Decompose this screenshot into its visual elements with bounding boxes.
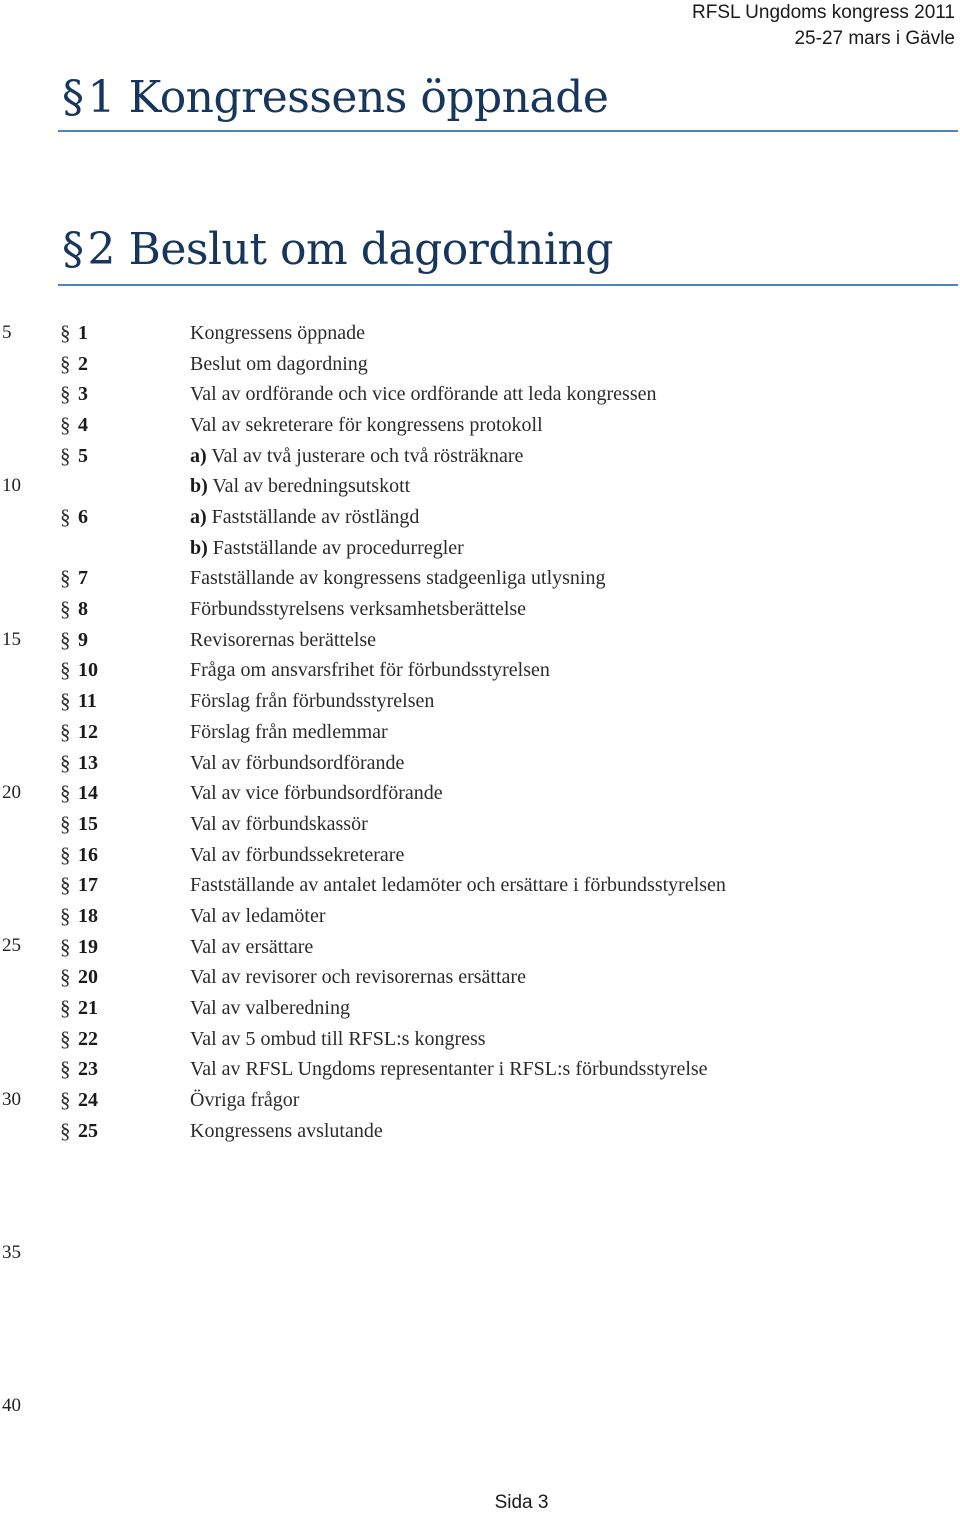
- agenda-item-label: Val av förbundsordförande: [190, 751, 405, 774]
- agenda-item-number: 23: [78, 1058, 98, 1081]
- agenda-item-text: [190, 686, 434, 716]
- agenda-item: [0, 932, 960, 962]
- agenda-item-number: 24: [78, 1089, 98, 1111]
- agenda-item: [0, 993, 960, 1023]
- agenda-item-label: Förslag från medlemmar: [190, 720, 388, 743]
- agenda-item-text: [190, 1116, 383, 1146]
- section-sign: §: [60, 1057, 71, 1082]
- agenda-item-number: 8: [78, 598, 88, 621]
- agenda-item-text: [190, 870, 726, 900]
- agenda-item: [0, 809, 960, 839]
- agenda-subitem-prefix: a): [190, 444, 207, 467]
- section-sign: §: [60, 658, 71, 683]
- section-sign: §: [60, 1118, 71, 1143]
- section-heading-title: Beslut om dagordning: [128, 224, 613, 275]
- section-sign: §: [60, 811, 71, 836]
- agenda-item-text: [190, 594, 526, 624]
- agenda-item-label: Fastställande av kongressens stadgeenliga utlysning: [190, 567, 606, 590]
- agenda-item: [0, 563, 960, 593]
- line-number: 15: [2, 629, 21, 650]
- page-number: Sida 3: [494, 1492, 549, 1513]
- agenda-item-label: Val av förbundskassör: [190, 812, 368, 835]
- agenda-item: [0, 901, 960, 931]
- header-title: RFSL Ungdoms kongress 2011: [692, 2, 955, 23]
- agenda-item-number: 12: [78, 720, 98, 743]
- section-sign: §: [60, 719, 71, 744]
- agenda-item: [0, 594, 960, 624]
- agenda-item-number: 2: [78, 352, 88, 375]
- section-sign: §: [60, 505, 71, 530]
- agenda-item-number: 14: [78, 782, 98, 805]
- agenda-item-text: [190, 410, 543, 440]
- agenda-item: [0, 379, 960, 409]
- agenda-item-number: 21: [78, 996, 98, 1019]
- agenda-item-number: 3: [78, 383, 88, 406]
- section-sign: §: [60, 351, 71, 376]
- section-sign: §: [62, 72, 84, 123]
- agenda-item-label: Kongressens avslutande: [190, 1119, 383, 1142]
- line-number: 10: [2, 475, 21, 496]
- section-heading-1: [58, 70, 958, 132]
- agenda-item: [0, 1116, 960, 1146]
- agenda-item-label: Val av valberedning: [190, 996, 350, 1019]
- agenda-item-label: Val av ersättare: [190, 935, 314, 958]
- line-number: 5: [2, 322, 12, 343]
- section-sign: §: [60, 965, 71, 990]
- agenda-item-number: 17: [78, 874, 98, 897]
- agenda-item-text: [190, 625, 376, 655]
- agenda-item-text: [190, 993, 350, 1023]
- section-sign: §: [60, 1088, 71, 1112]
- agenda-item-text: [190, 379, 656, 409]
- section-sign: §: [60, 995, 71, 1020]
- agenda-item-text: [190, 809, 368, 839]
- agenda-item-label: Övriga frågor: [190, 1089, 300, 1111]
- agenda-item-label: Fråga om ansvarsfrihet för förbundsstyrelsen: [190, 659, 550, 682]
- agenda-item-label: Val av 5 ombud till RFSL:s kongress: [190, 1027, 486, 1050]
- section-heading-2: [58, 222, 958, 286]
- agenda-item: [0, 717, 960, 747]
- agenda-item: [0, 349, 960, 379]
- agenda-item-label: Revisorernas berättelse: [190, 628, 377, 651]
- line-number: 40: [2, 1395, 21, 1416]
- agenda-item-text: [190, 533, 464, 563]
- agenda-item-text: [190, 748, 404, 778]
- agenda-item-number: 18: [78, 904, 98, 927]
- agenda-item-label: Val av ledamöter: [190, 904, 326, 927]
- agenda-item-number: 19: [78, 935, 98, 958]
- agenda-item-label: Fastställande av röstlängd: [211, 506, 420, 529]
- agenda-item: [0, 471, 960, 501]
- agenda-item-text: [190, 901, 326, 931]
- page-footer: [0, 1492, 960, 1514]
- agenda-item: [0, 1085, 960, 1115]
- section-sign: §: [60, 842, 71, 867]
- header-dates: 25-27 mars i Gävle: [794, 28, 955, 49]
- agenda-item: [0, 533, 960, 563]
- agenda-item: [0, 686, 960, 716]
- agenda-item-text: [190, 471, 410, 501]
- agenda-item-text: [190, 778, 443, 808]
- agenda-item: [0, 441, 960, 471]
- agenda-subitem-prefix: b): [190, 536, 208, 559]
- agenda-item-number: 9: [78, 628, 88, 651]
- agenda-item: [0, 748, 960, 778]
- agenda-item-label: Förbundsstyrelsens verksamhetsberättelse: [190, 598, 527, 621]
- section-heading-number: 2: [87, 224, 115, 275]
- agenda-item-label: Beslut om dagordning: [190, 352, 368, 375]
- agenda-item-label: Val av RFSL Ungdoms representanter i RFSL:s förbundsstyrelse: [190, 1058, 708, 1081]
- agenda-item-text: [190, 932, 313, 962]
- agenda-item-number: 1: [78, 322, 88, 344]
- agenda-item-text: [190, 563, 605, 593]
- agenda-item-text: [190, 840, 404, 870]
- page-header: [692, 0, 955, 52]
- agenda-item-text: [190, 717, 388, 747]
- agenda-item-text: [190, 1054, 708, 1084]
- agenda-item-text: [190, 441, 523, 471]
- agenda-item-number: 5: [78, 444, 88, 467]
- agenda-item: [0, 962, 960, 992]
- agenda-item-label: Val av sekreterare för kongressens protokoll: [190, 414, 543, 437]
- agenda-item-text: [190, 349, 368, 379]
- agenda-item: [0, 840, 960, 870]
- section-heading-number: 1: [87, 72, 115, 123]
- agenda-item-label: Val av vice förbundsordförande: [190, 782, 443, 805]
- section-sign: §: [60, 443, 71, 468]
- agenda-item-number: 6: [78, 506, 88, 529]
- line-number: 35: [2, 1242, 21, 1263]
- agenda-item-number: 20: [78, 966, 98, 989]
- agenda-item: [0, 625, 960, 655]
- agenda-item: [0, 502, 960, 532]
- agenda-item-text: [190, 1085, 299, 1115]
- agenda-item-label: Val av två justerare och två rösträknare: [211, 444, 524, 467]
- agenda-item-label: Kongressens öppnade: [190, 322, 365, 344]
- agenda-item: [0, 1054, 960, 1084]
- agenda-item-text: [190, 502, 419, 532]
- section-sign: §: [62, 224, 84, 275]
- agenda-item-number: 13: [78, 751, 98, 774]
- agenda-item: [0, 410, 960, 440]
- section-sign: §: [60, 627, 71, 652]
- section-sign: §: [60, 382, 71, 407]
- section-sign: §: [60, 1026, 71, 1051]
- agenda-item-number: 16: [78, 843, 98, 866]
- agenda-item-label: Fastställande av antalet ledamöter och ersättare i förbundsstyrelsen: [190, 874, 726, 897]
- agenda-item-text: [190, 1024, 486, 1054]
- section-sign: §: [60, 903, 71, 928]
- agenda-item: [0, 870, 960, 900]
- section-sign: §: [60, 597, 71, 622]
- agenda-item-number: 7: [78, 567, 88, 590]
- line-number: 30: [2, 1089, 21, 1110]
- agenda-subitem-prefix: b): [190, 475, 208, 498]
- section-heading-title: Kongressens öppnade: [128, 72, 609, 123]
- line-number: 20: [2, 782, 21, 803]
- agenda-item-label: Fastställande av procedurregler: [212, 536, 464, 559]
- agenda-item-number: 15: [78, 812, 98, 835]
- agenda-subitem-prefix: a): [190, 506, 207, 529]
- agenda-item-text: [190, 655, 550, 685]
- section-sign: §: [60, 321, 71, 345]
- section-sign: §: [60, 781, 71, 806]
- agenda-item-number: 25: [78, 1119, 98, 1142]
- agenda-item-label: Förslag från förbundsstyrelsen: [190, 690, 435, 713]
- agenda-item-text: [190, 318, 365, 348]
- agenda-item-label: Val av revisorer och revisorernas ersättare: [190, 966, 526, 989]
- agenda-item-label: Val av beredningsutskott: [212, 475, 411, 498]
- agenda-item-number: 22: [78, 1027, 98, 1050]
- agenda-item: [0, 655, 960, 685]
- agenda-item-number: 10: [78, 659, 98, 682]
- section-sign: §: [60, 413, 71, 438]
- section-sign: §: [60, 566, 71, 591]
- line-number: 25: [2, 935, 21, 956]
- section-sign: §: [60, 750, 71, 775]
- agenda-item-label: Val av ordförande och vice ordförande att leda kongressen: [190, 383, 657, 406]
- section-sign: §: [60, 934, 71, 959]
- agenda-item: [0, 778, 960, 808]
- agenda-item-number: 11: [78, 690, 97, 713]
- agenda-item: [0, 1024, 960, 1054]
- agenda-item-number: 4: [78, 414, 88, 437]
- agenda-item-text: [190, 962, 526, 992]
- agenda-item-label: Val av förbundssekreterare: [190, 843, 405, 866]
- section-sign: §: [60, 689, 71, 714]
- section-sign: §: [60, 873, 71, 898]
- agenda-item: [0, 318, 960, 348]
